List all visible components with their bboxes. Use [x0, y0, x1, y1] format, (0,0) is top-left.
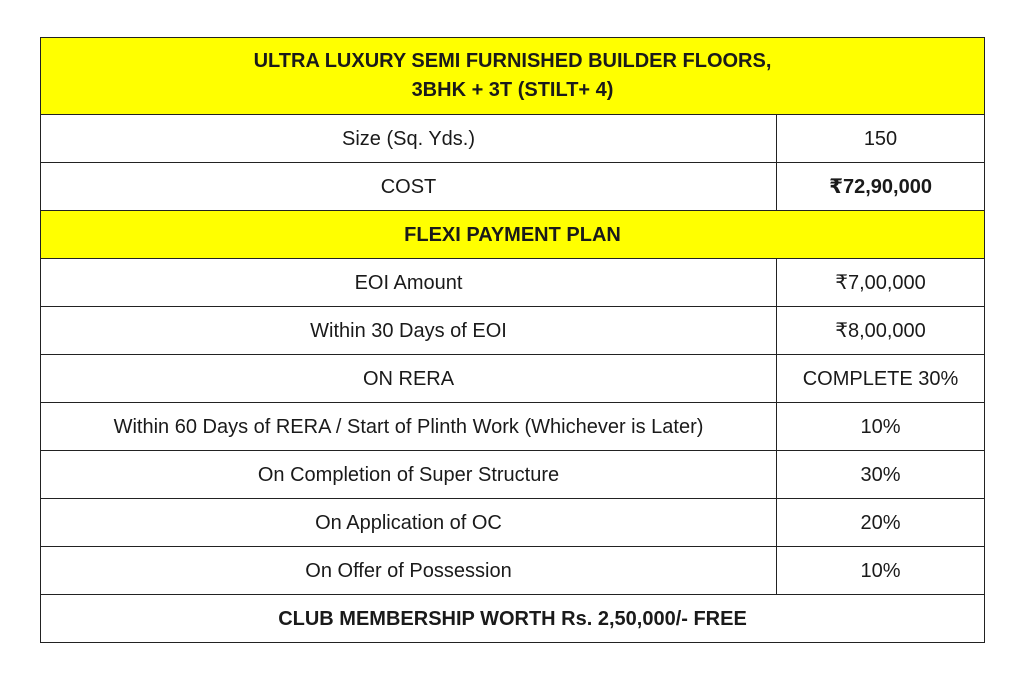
table-row: [41, 259, 985, 307]
plan-value: 10%: [777, 403, 985, 451]
title-row: [41, 38, 985, 115]
table-row: [41, 403, 985, 451]
table-row: [41, 547, 985, 595]
title-line-2: 3BHK + 3T (STILT+ 4): [411, 79, 614, 101]
plan-label: On Offer of Possession: [41, 547, 777, 595]
plan-header-row: [41, 211, 985, 259]
table-row: [41, 355, 985, 403]
club-membership-note: CLUB MEMBERSHIP WORTH Rs. 2,50,000/- FREE: [41, 595, 985, 643]
table-row: [41, 451, 985, 499]
table-row: [41, 115, 985, 163]
plan-label: Within 30 Days of EOI: [41, 307, 777, 355]
footer-row: [41, 595, 985, 643]
cost-value: ₹72,90,000: [777, 163, 985, 211]
title-line-1: ULTRA LUXURY SEMI FURNISHED BUILDER FLOORS,: [253, 50, 772, 72]
plan-value: 20%: [777, 499, 985, 547]
plan-value: ₹7,00,000: [777, 259, 985, 307]
plan-value: 10%: [777, 547, 985, 595]
plan-label: On Completion of Super Structure: [41, 451, 777, 499]
title-cell: [41, 38, 985, 115]
plan-label: EOI Amount: [41, 259, 777, 307]
table-row: [41, 307, 985, 355]
plan-label: ON RERA: [41, 355, 777, 403]
size-label: Size (Sq. Yds.): [41, 115, 777, 163]
plan-value: COMPLETE 30%: [777, 355, 985, 403]
size-value: 150: [777, 115, 985, 163]
table-row: [41, 499, 985, 547]
table-row: [41, 163, 985, 211]
plan-label: Within 60 Days of RERA / Start of Plinth Work (Whichever is Later): [41, 403, 777, 451]
plan-header: FLEXI PAYMENT PLAN: [41, 211, 985, 259]
plan-value: 30%: [777, 451, 985, 499]
plan-value: ₹8,00,000: [777, 307, 985, 355]
payment-plan-table: [40, 37, 985, 643]
plan-label: On Application of OC: [41, 499, 777, 547]
cost-label: COST: [41, 163, 777, 211]
